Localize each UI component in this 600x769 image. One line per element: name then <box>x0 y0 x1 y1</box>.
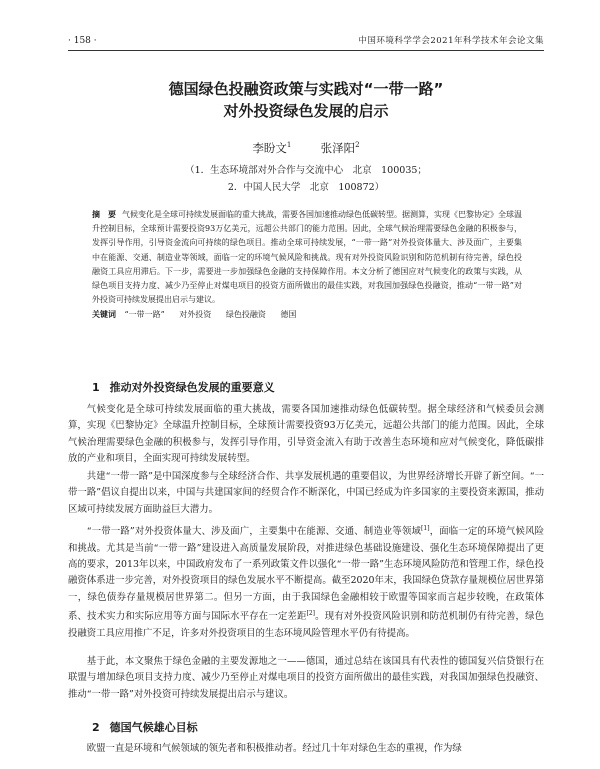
section-heading <box>92 719 198 735</box>
abstract-label: 摘 要 <box>92 210 116 219</box>
body-paragraph <box>68 654 544 703</box>
author-name: 张泽阳 <box>320 141 356 155</box>
author-name: 李盼文 <box>252 141 287 155</box>
keyword: 德国 <box>280 310 297 320</box>
paragraph-text: 基于此，本文聚焦于绿色金融的主要发源地之一——德国，通过总结在该国具有代表性的德国复兴信贷银行在联盟与增加绿色项目支持力度、减少乃至停止对煤电项目的投资方面所做出的最佳实践，对我国加强绿色投融资、推动“一带一路”对外投资可持续发展提出启示与建议。 <box>68 656 544 700</box>
author-affiliation-mark: 2 <box>355 141 360 150</box>
keyword: 绿色投融资 <box>225 310 266 320</box>
section-title: 推动对外投资绿色发展的重要意义 <box>109 381 275 394</box>
title-line-1: 德国绿色投融资政策与实践对“一带一路” <box>168 80 444 98</box>
affiliation-line: 2．中国人民大学 北京 100872） <box>227 182 385 193</box>
paragraph-text: 气候变化是全球可持续发展面临的重大挑战，需要各国加速推动绿色低碳转型。据全球经济和气候委员会测算，实现《巴黎协定》全球温升控制目标，全球预计需要投资93万亿美元，远超公共部门的能力范围。因此，全球气候治理需要绿色金融的积极参与，发挥引导作用，引导资金流入有助于改善生态环境和应对气候变化，降低碳排放的产业和项目，全面实现可持续发展转型。 <box>68 404 544 465</box>
running-head <box>68 34 544 51</box>
citation-mark: [1] <box>421 525 430 532</box>
body-paragraph <box>68 402 544 468</box>
keyword: 对外投资 <box>179 310 212 320</box>
section-heading <box>92 379 275 395</box>
body-paragraph <box>68 469 544 518</box>
section-title: 德国气候雄心目标 <box>109 721 198 734</box>
body-paragraph <box>68 741 544 757</box>
keywords <box>92 308 522 322</box>
paragraph-text: 共建“一带一路”是中国深度参与全球经济合作、共享发展机遇的重要倡议，为世界经济增长开辟了新空间。“一带一路”倡议自提出以来，中国与共建国家间的经贸合作不断深化，中国已经成为许多国家的主要投资来源国，推动区域可持续发展方面助益巨大潜力。 <box>68 471 544 515</box>
section-number: 2 <box>92 721 100 734</box>
affiliations <box>68 162 544 196</box>
citation-mark: [2] <box>306 610 316 618</box>
paragraph-text: “一带一路”对外投资体量大、涉及面广，主要集中在能源、交通、制造业等领域 <box>86 526 422 538</box>
abstract-text: 气候变化是全球可持续发展面临的重大挑战，需要各国加速推动绿色低碳转型。据测算，实现《巴黎协定》全球温升控制目标，全球预计需要投资93万亿美元，远超公共部门的能力范围。因此，全球气候治理需要绿色金融的积极参与，发挥引导作用，引导资金流向可持续的绿色项目。推动全球可持续发展，“一带一路”对外投资体量大、涉及面广，主要集中在能源、交通、制造业等领域，面临一定的环境气候风险和挑战。现有对外投资风险识别和防范机制有待完善，绿色投融资工具应用滞后。下一步，需要进一步加强绿色金融的支持保障作用。本文分析了德国应对气候变化的政策与实践，从绿色项目支持力度、减少乃至停止对煤电项目的投资方面所做出的最佳实践，对我国加强绿色投融资，推动“一带一路”对外投资可持续发展提出启示与建议。 <box>92 210 522 305</box>
page-number: · 158 · <box>68 36 97 46</box>
journal-name: 中国环境科学学会2021年科学技术年会论文集 <box>358 36 544 46</box>
abstract <box>92 208 522 323</box>
author-list <box>68 140 544 156</box>
keywords-label: 关键词 <box>92 310 116 320</box>
title-line-2: 对外投资绿色发展的启示 <box>223 102 389 120</box>
author-affiliation-mark: 1 <box>286 141 292 150</box>
paragraph-text: 欧盟一直是环境和气候领域的领先者和积极推动者。经过几十年对绿色生态的重视，作为绿 <box>86 743 462 754</box>
keyword: “一带一路” <box>124 310 165 320</box>
paragraph-text: 。现有对外投资风险识别和防范机制仍有待完善，绿色投融资工具应用推广不足，许多对外投资项目的生态环境风险管理水平仍有待提高。 <box>68 611 544 639</box>
section-number: 1 <box>92 381 100 394</box>
paragraph-text: ，面临一定的环境气候风险和挑战。尤其是当前“一带一路”建设进入高质量发展阶段，对推进绿色基础设施建设、强化生态环境保障提出了更高的要求，2013年以来，中国政府发布了一系列政策文件以强化“一带一路”生态环境风险防范和管理工作，绿色投融资体系进一步完善，对外投资项目的绿色发展水平不断提高。截至2020年末，我国绿色贷款存量规模位居世界第一，绿色债券存量规模居世界第二。但另一方面，由于我国绿色金融相较于欧盟等国家而言起步较晚，在政策体系、技术实力和实际应用等方面与国际水平存在一定差距 <box>68 526 544 623</box>
paper-title <box>68 78 544 122</box>
body-paragraph <box>68 521 544 642</box>
affiliation-line: （1．生态环境部对外合作与交流中心 北京 100035； <box>185 165 427 176</box>
